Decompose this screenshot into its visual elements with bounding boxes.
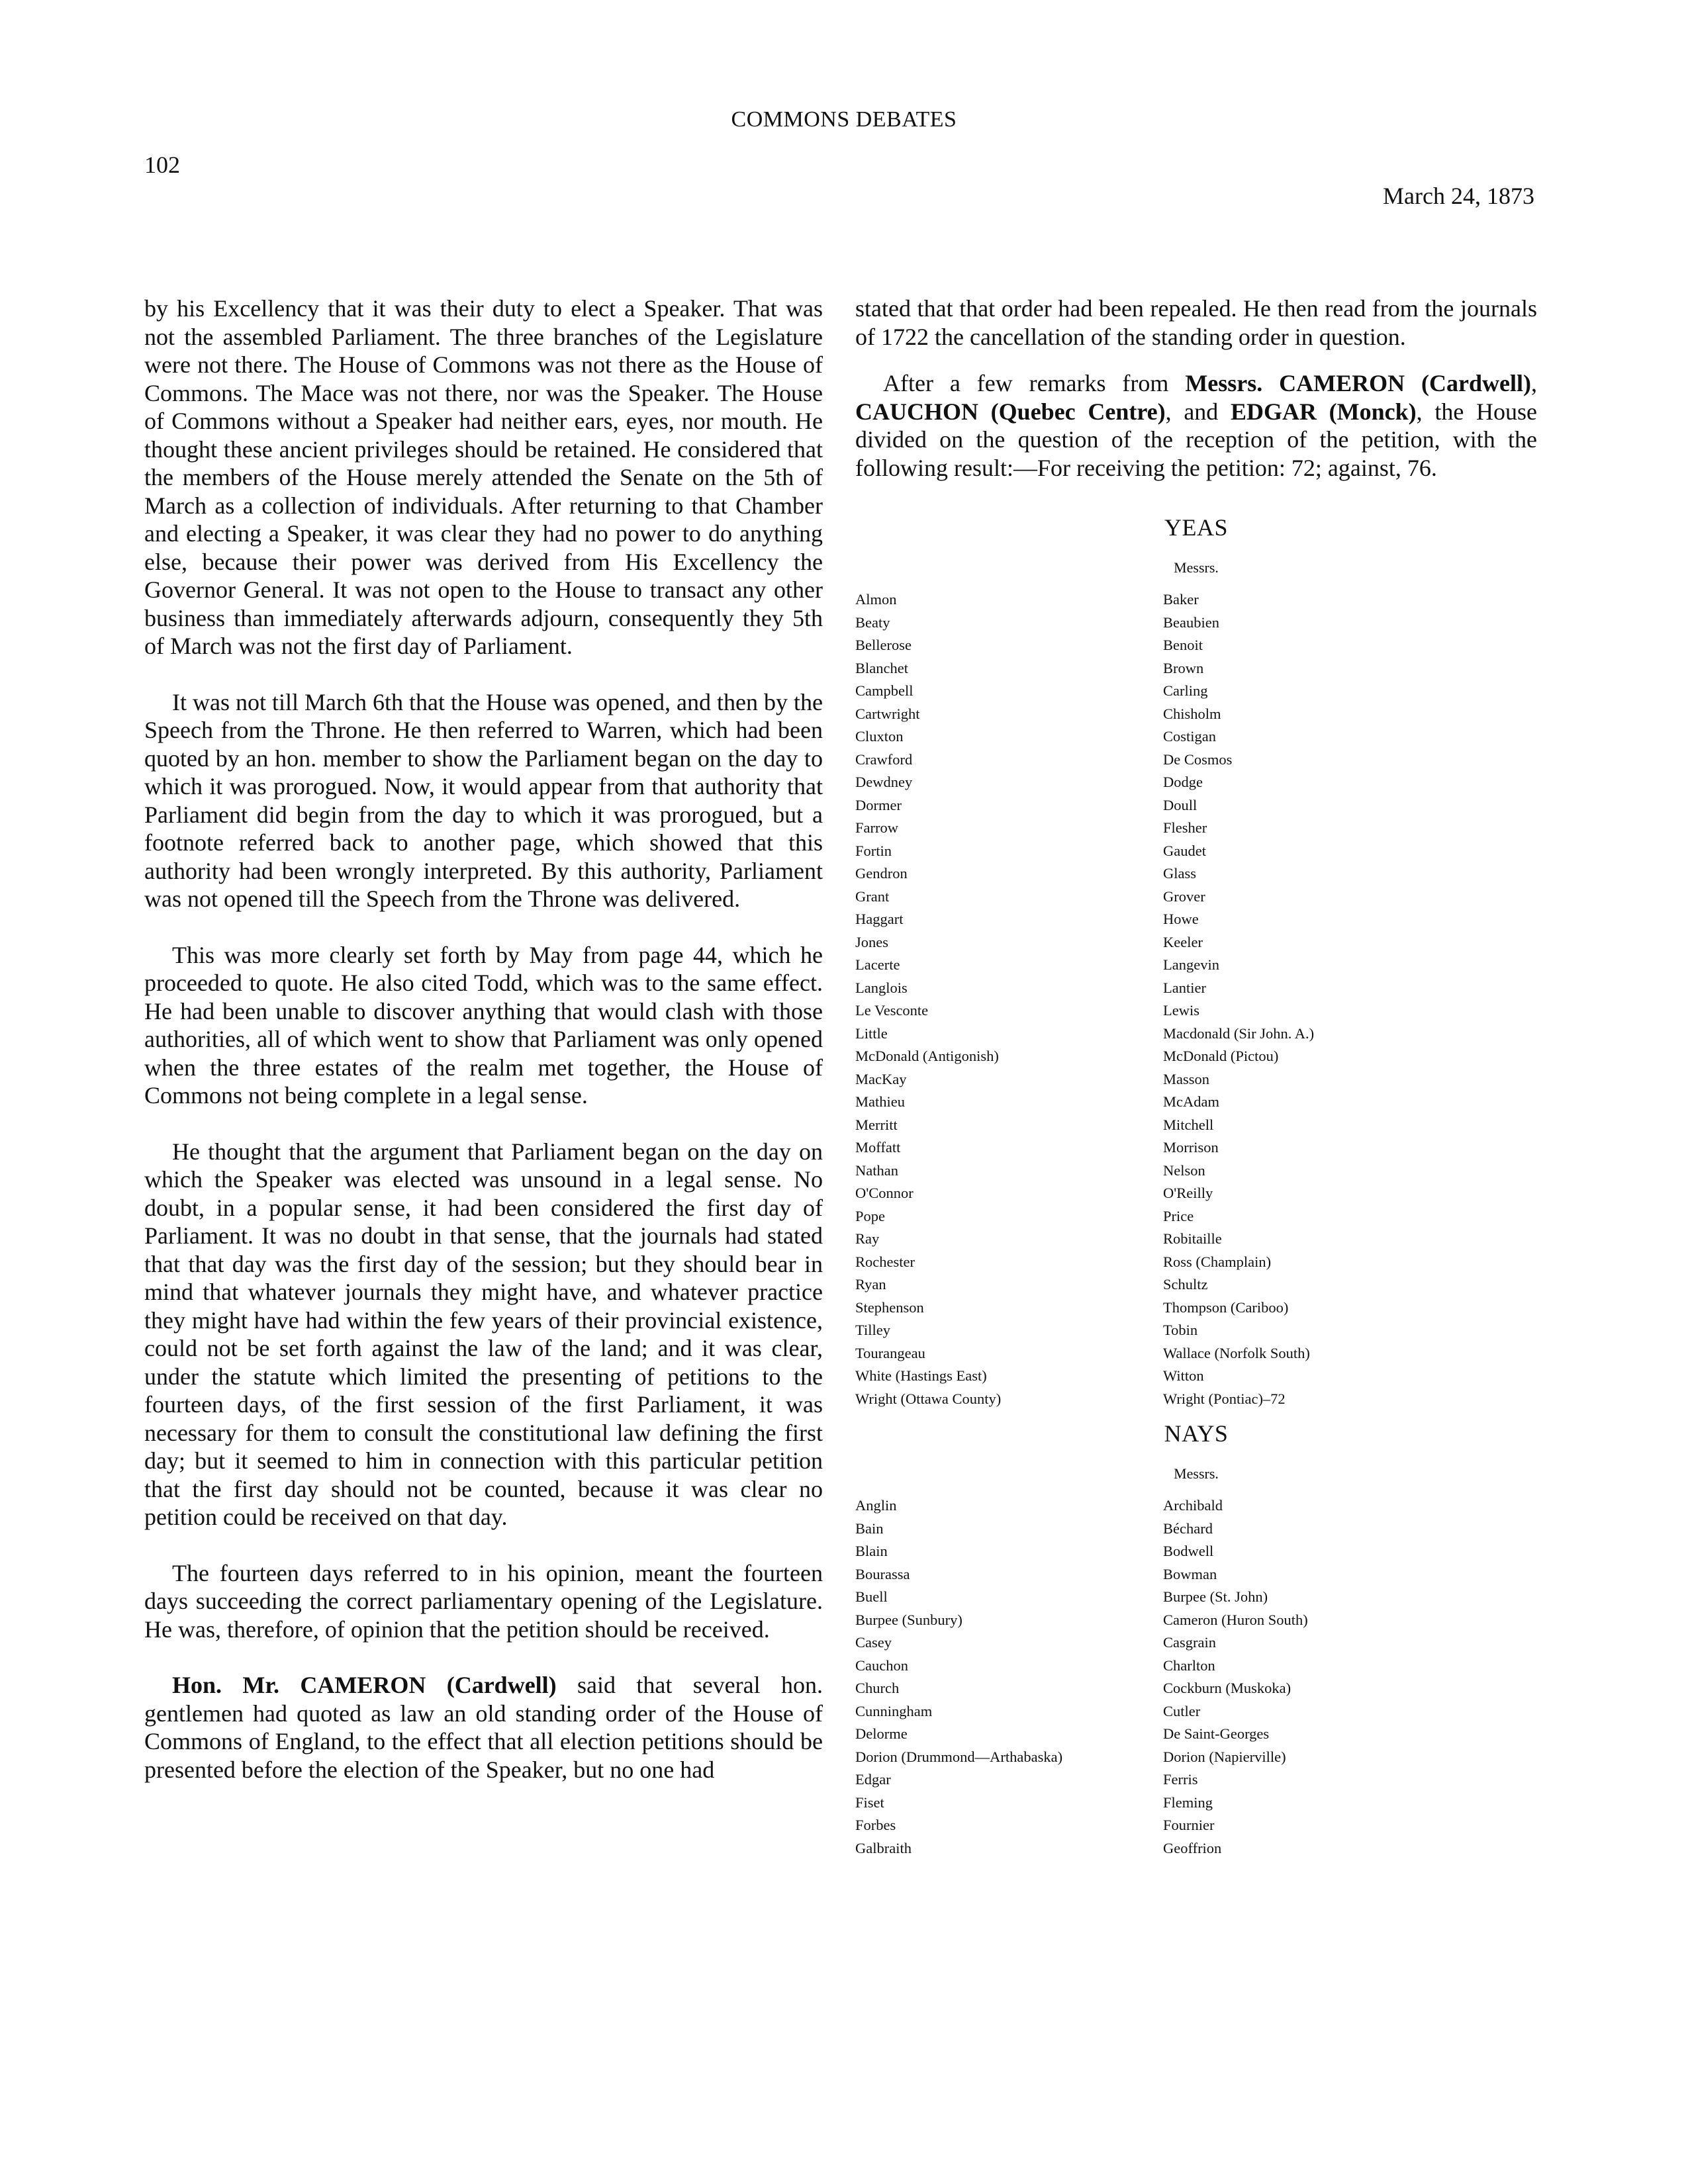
yea-member-name: MacKay bbox=[855, 1070, 907, 1087]
yea-member-name: Keeler bbox=[1163, 933, 1203, 950]
speaker-name: Hon. Mr. CAMERON (Cardwell) bbox=[172, 1672, 557, 1698]
nay-member-name: Burpee (Sunbury) bbox=[855, 1611, 962, 1628]
remarks-sep: , and bbox=[1165, 398, 1231, 425]
nay-member-name: Dorion (Napierville) bbox=[1163, 1748, 1286, 1765]
remarks-sep: , bbox=[1531, 370, 1538, 396]
yea-member-name: Dormer bbox=[855, 796, 902, 813]
yea-member-name: Stephenson bbox=[855, 1298, 924, 1316]
yea-member-name: Farrow bbox=[855, 819, 898, 836]
yea-member-name: Crawford bbox=[855, 751, 913, 768]
yea-member-name: Morrison bbox=[1163, 1139, 1219, 1156]
yea-member-name: Langevin bbox=[1163, 956, 1219, 973]
nay-member-name: Forbes bbox=[855, 1817, 896, 1833]
yea-member-name: Little bbox=[855, 1024, 888, 1042]
yea-member-name: Merritt bbox=[855, 1116, 898, 1133]
nay-member-name: Cauchon bbox=[855, 1657, 908, 1674]
yea-member-name: Moffatt bbox=[855, 1139, 901, 1156]
paragraph: He thought that the argument that Parliament began on the day on which the Speaker was elected was unsound in a legal sense. No doubt, in a popular sense, it had been considered the first day of Parliament. It was no doubt in that sense, that the journals had stated that that day was the first day of the session; but they should bear in mind that whatever journals they might have, and whatever practice they might have had within the few years of their provincial existence, could not be set forth against the law of the land; and it was clear, under the statute which limited the presenting of petitions to the fourteen days, of the first session of the first Parliament, it was necessary for them to consult the constitutional law defining the first day; but it seemed to him in connection with this particular petition that the first day should not be counted, because it was clear no petition could be received on that day. bbox=[144, 1138, 823, 1530]
yea-member-name: Bellerose bbox=[855, 637, 912, 653]
yea-member-name: Jones bbox=[855, 933, 888, 950]
nay-member-name: Delorme bbox=[855, 1725, 908, 1742]
yea-member-name: Dodge bbox=[1163, 774, 1203, 790]
yea-member-name: Macdonald (Sir John. A.) bbox=[1163, 1024, 1315, 1042]
yea-member-name: Lacerte bbox=[855, 956, 900, 973]
paragraph: stated that that order had been repealed. He then read from the journals of 1722 the cancellation of the standing order in question. bbox=[855, 295, 1537, 350]
speaker-name: Messrs. CAMERON (Cardwell) bbox=[1185, 370, 1532, 396]
yea-member-name: Howe bbox=[1163, 911, 1199, 927]
yea-member-name: Witton bbox=[1163, 1367, 1204, 1384]
nay-member-name: Burpee (St. John) bbox=[1163, 1588, 1268, 1605]
nay-member-name: Casey bbox=[855, 1634, 892, 1651]
nay-member-name: Casgrain bbox=[1163, 1634, 1216, 1651]
yea-member-name: De Cosmos bbox=[1163, 751, 1233, 768]
nay-member-name: Bowman bbox=[1163, 1565, 1217, 1582]
yea-member-name: Wright (Pontiac)–72 bbox=[1163, 1390, 1286, 1407]
paragraph: The fourteen days referred to in his opinion, meant the fourteen days succeeding the correct parliamentary opening of the Legislature. He was, therefore, of opinion that the petition should be received. bbox=[144, 1559, 823, 1643]
yea-member-name: Cartwright bbox=[855, 705, 920, 722]
yea-member-name: Beaubien bbox=[1163, 614, 1219, 631]
yea-member-name: Gendron bbox=[855, 865, 908, 882]
yea-member-name: McAdam bbox=[1163, 1093, 1219, 1110]
yea-member-name: Blanchet bbox=[855, 659, 908, 676]
nay-member-name: Cunningham bbox=[855, 1702, 933, 1719]
yea-member-name: Grover bbox=[1163, 887, 1205, 905]
speaker-name: EDGAR (Monck) bbox=[1230, 398, 1417, 425]
remarks-paragraph bbox=[855, 369, 1537, 482]
yea-member-name: Price bbox=[1163, 1207, 1194, 1224]
nay-member-name: Fournier bbox=[1163, 1817, 1215, 1833]
yea-member-name: Pope bbox=[855, 1207, 885, 1224]
yea-member-name: Cluxton bbox=[855, 728, 904, 745]
yea-member-name: Campbell bbox=[855, 682, 914, 699]
nay-member-name: Cameron (Huron South) bbox=[1163, 1611, 1308, 1628]
left-column bbox=[144, 295, 823, 1811]
yea-member-name: Nathan bbox=[855, 1161, 898, 1179]
yea-member-name: Tobin bbox=[1163, 1322, 1198, 1338]
nays-list bbox=[855, 1494, 1537, 1860]
paragraph: This was more clearly set forth by May from page 44, which he proceeded to quote. He also cited Todd, which was to the same effect. He had been unable to discover anything that would clash with those authorities, all of which went to show that Parliament was only opened when the three estates of the realm met together, the House of Commons not being complete in a legal sense. bbox=[144, 941, 823, 1109]
yea-member-name: Gaudet bbox=[1163, 842, 1206, 859]
yea-member-name: Masson bbox=[1163, 1070, 1210, 1087]
nay-member-name: Béchard bbox=[1163, 1520, 1213, 1537]
yea-member-name: Haggart bbox=[855, 911, 904, 927]
yea-member-name: Lewis bbox=[1163, 1002, 1199, 1019]
yeas-messrs: Messrs. bbox=[1174, 559, 1219, 576]
yea-member-name: Wallace (Norfolk South) bbox=[1163, 1344, 1310, 1361]
yea-member-name: Mitchell bbox=[1163, 1116, 1214, 1133]
yeas-list bbox=[855, 588, 1537, 1410]
nay-member-name: Dorion (Drummond—Arthabaska) bbox=[855, 1748, 1063, 1765]
yea-member-name: Ray bbox=[855, 1230, 880, 1247]
yea-member-name: O'Connor bbox=[855, 1185, 914, 1201]
nay-member-name: Bourassa bbox=[855, 1565, 910, 1582]
nay-member-name: Anglin bbox=[855, 1497, 897, 1514]
yea-member-name: Flesher bbox=[1163, 819, 1207, 836]
remarks-outro: , the House divided on the question of the reception of the petition, with the following result:—For receiving the petition: 72; against, 76. bbox=[855, 398, 1537, 481]
nays-heading: NAYS bbox=[1164, 1420, 1229, 1447]
yea-member-name: McDonald (Pictou) bbox=[1163, 1048, 1279, 1064]
yea-member-name: Brown bbox=[1163, 659, 1204, 676]
yea-member-name: Tourangeau bbox=[855, 1344, 925, 1361]
yea-member-name: Doull bbox=[1163, 796, 1197, 813]
nay-member-name: Buell bbox=[855, 1588, 888, 1605]
nay-member-name: Archibald bbox=[1163, 1497, 1223, 1514]
yea-member-name: Fortin bbox=[855, 842, 892, 859]
running-head: COMMONS DEBATES bbox=[731, 107, 957, 132]
page-date: March 24, 1873 bbox=[1383, 183, 1534, 209]
yea-member-name: Schultz bbox=[1163, 1276, 1208, 1293]
yea-member-name: O'Reilly bbox=[1163, 1185, 1213, 1201]
nay-member-name: Galbraith bbox=[855, 1839, 912, 1856]
paragraph: It was not till March 6th that the House was opened, and then by the Speech from the Throne. He then referred to Warren, which had been quoted by an hon. member to show the Parliament began on the day to which it was prorogued. Now, it would appear from that authority that Parliament did begin from the day to which it was prorogued, but a footnote referred back to another page, which showed that this authority had been wrongly interpreted. By this authority, Parliament was not opened till the Speech from the Throne was delivered. bbox=[144, 688, 823, 912]
yea-member-name: Beaty bbox=[855, 614, 890, 631]
yea-member-name: Rochester bbox=[855, 1253, 915, 1270]
remarks-intro: After a few remarks from bbox=[883, 370, 1186, 396]
yeas-section bbox=[855, 514, 1537, 1410]
yea-member-name: Carling bbox=[1163, 682, 1208, 699]
yea-member-name: Baker bbox=[1163, 591, 1199, 608]
yea-member-name: Lantier bbox=[1163, 979, 1206, 996]
yeas-heading: YEAS bbox=[1164, 514, 1228, 541]
right-column bbox=[855, 295, 1537, 1860]
yea-member-name: Thompson (Cariboo) bbox=[1163, 1298, 1289, 1316]
nays-section bbox=[855, 1420, 1537, 1860]
nay-member-name: Fiset bbox=[855, 1794, 884, 1811]
speaker-name: CAUCHON (Quebec Centre) bbox=[855, 398, 1166, 425]
nay-member-name: Edgar bbox=[855, 1771, 891, 1788]
nay-member-name: Charlton bbox=[1163, 1657, 1215, 1674]
nay-member-name: Church bbox=[855, 1680, 900, 1696]
nays-messrs: Messrs. bbox=[1174, 1465, 1219, 1482]
yea-member-name: Chisholm bbox=[1163, 705, 1221, 722]
yea-member-name: Costigan bbox=[1163, 728, 1217, 745]
nay-member-name: Cockburn (Muskoka) bbox=[1163, 1680, 1291, 1696]
nay-member-name: Blain bbox=[855, 1543, 888, 1559]
yea-member-name: Glass bbox=[1163, 865, 1196, 882]
yea-member-name: Wright (Ottawa County) bbox=[855, 1390, 1002, 1407]
yea-member-name: Ryan bbox=[855, 1276, 886, 1293]
nay-member-name: Ferris bbox=[1163, 1771, 1198, 1788]
paragraph: by his Excellency that it was their duty to elect a Speaker. That was not the assembled Parliament. The three branches of the Legislature were not there. The House of Commons was not there as the House of Commons. The Mace was not there, nor was the Speaker. The House of Commons without a Speaker had neither ears, eyes, nor mouth. He thought these ancient privileges should be retained. He considered that the members of the House merely attended the Senate on the 5th of March as a collection of individuals. After returning to that Chamber and electing a Speaker, it was clear they had no power to do anything else, because their power was derived from His Excellency the Governor General. It was not open to the House to transact any other business than immediately afterwards adjourn, consequently they 5th of March was not the first day of Parliament. bbox=[144, 295, 823, 659]
yea-member-name: White (Hastings East) bbox=[855, 1367, 987, 1384]
yea-member-name: Robitaille bbox=[1163, 1230, 1222, 1247]
yea-member-name: McDonald (Antigonish) bbox=[855, 1048, 999, 1064]
yea-member-name: Benoit bbox=[1163, 637, 1203, 653]
nay-member-name: Cutler bbox=[1163, 1702, 1201, 1719]
yea-member-name: Langlois bbox=[855, 979, 908, 996]
nay-member-name: Geoffrion bbox=[1163, 1839, 1222, 1856]
nay-member-name: Bain bbox=[855, 1520, 884, 1537]
yea-member-name: Tilley bbox=[855, 1322, 890, 1338]
yea-member-name: Almon bbox=[855, 591, 897, 608]
nay-member-name: De Saint-Georges bbox=[1163, 1725, 1270, 1742]
yea-member-name: Grant bbox=[855, 887, 890, 905]
yea-member-name: Le Vesconte bbox=[855, 1002, 929, 1019]
nay-member-name: Fleming bbox=[1163, 1794, 1213, 1811]
speech-text: said that several hon. gentlemen had quoted as law an old standing order of the House of Commons of England, to the effect that all election petitions should be presented before the election of the Speaker, but no one had bbox=[144, 1672, 823, 1783]
yea-member-name: Dewdney bbox=[855, 774, 913, 790]
page-number: 102 bbox=[144, 152, 180, 178]
nay-member-name: Bodwell bbox=[1163, 1543, 1214, 1559]
yea-member-name: Nelson bbox=[1163, 1161, 1205, 1179]
yea-member-name: Mathieu bbox=[855, 1093, 905, 1110]
speech-paragraph bbox=[144, 1671, 823, 1784]
yea-member-name: Ross (Champlain) bbox=[1163, 1253, 1272, 1270]
